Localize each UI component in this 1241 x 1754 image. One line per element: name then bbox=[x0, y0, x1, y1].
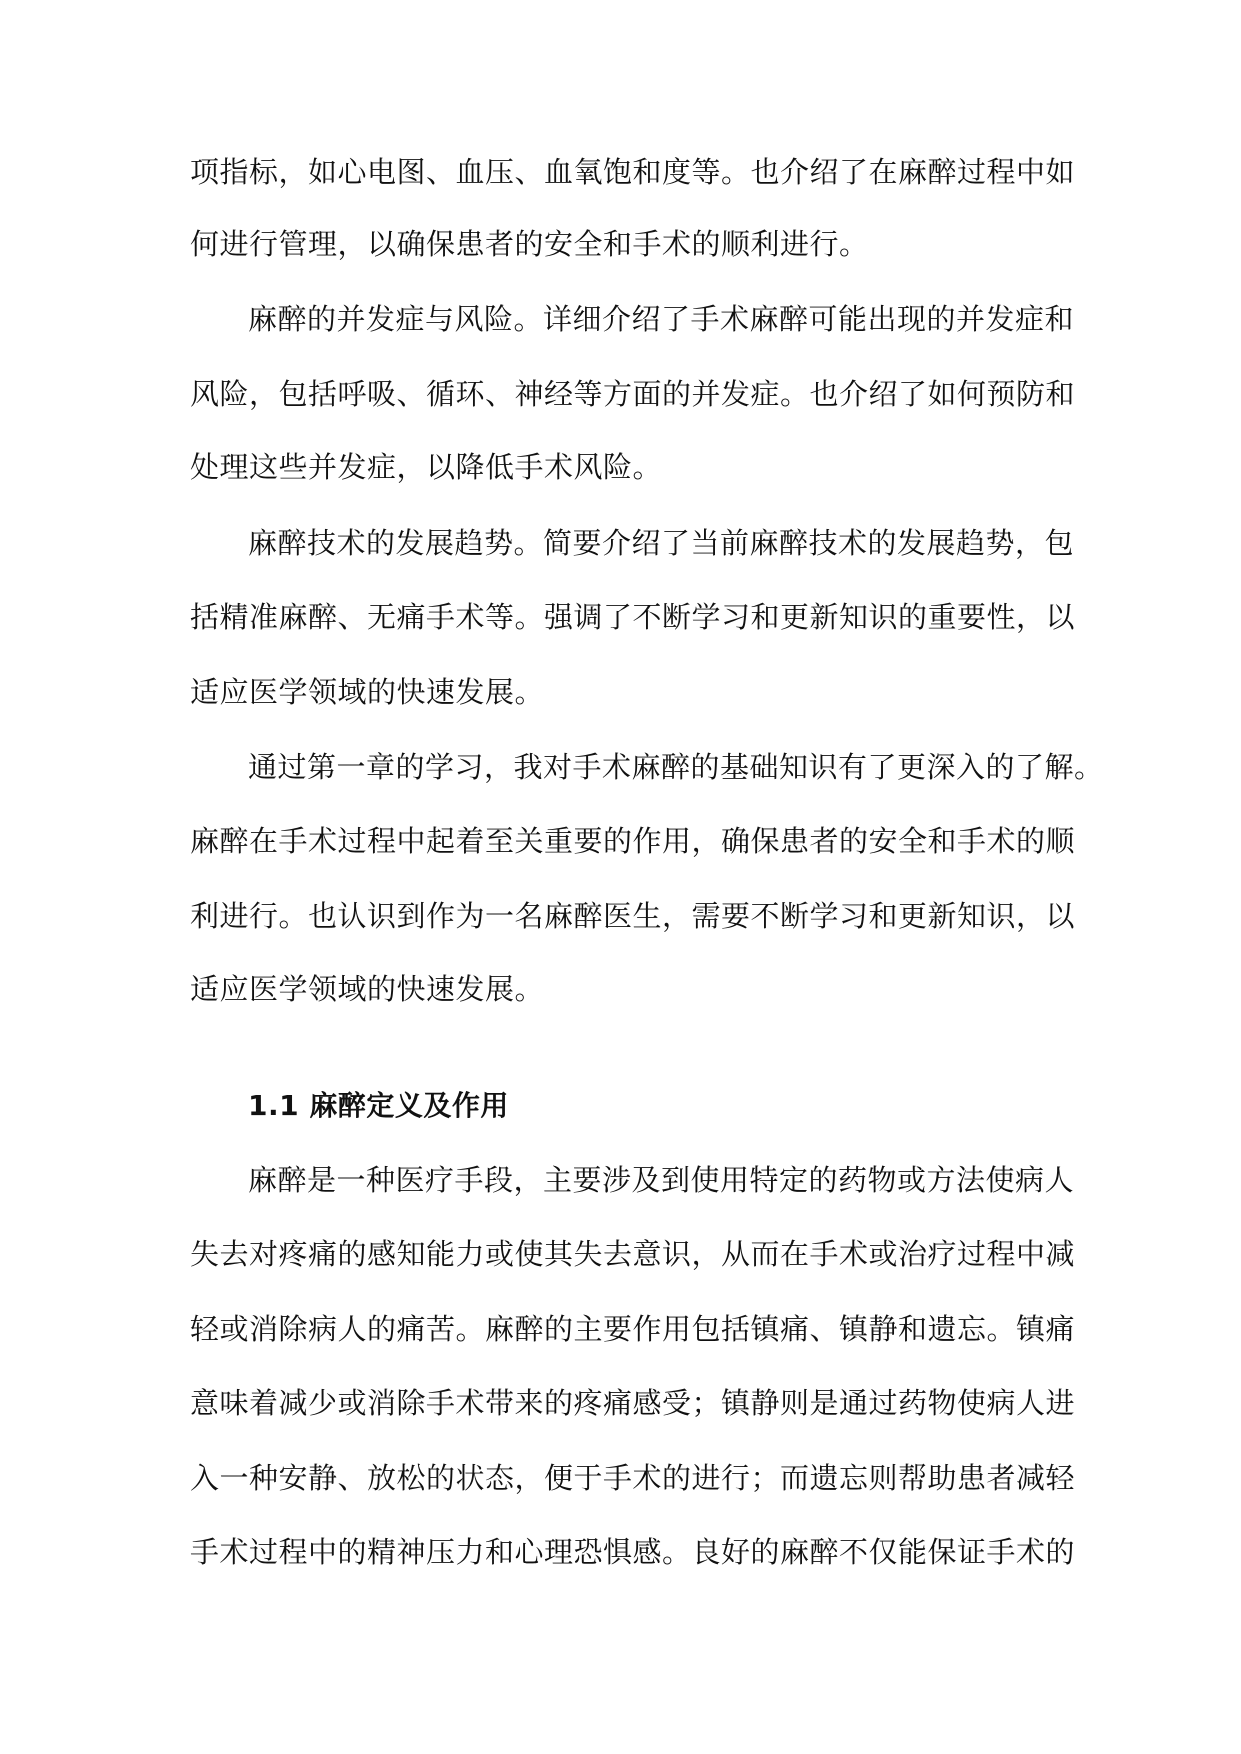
paragraph-5-line-6: 手术过程中的精神压力和心理恐惧感。良好的麻醉不仅能保证手术的 bbox=[190, 1535, 1076, 1569]
paragraph-4-line-2: 麻醉在手术过程中起着至关重要的作用，确保患者的安全和手术的顺 bbox=[190, 824, 1076, 858]
paragraph-4-line-3: 利进行。也认识到作为一名麻醉医生，需要不断学习和更新知识，以 bbox=[190, 899, 1076, 933]
paragraph-1-line-1: 项指标，如心电图、血压、血氧饱和度等。也介绍了在麻醉过程中如 bbox=[190, 155, 1076, 189]
paragraph-1-line-2: 何进行管理，以确保患者的安全和手术的顺利进行。 bbox=[190, 227, 869, 261]
paragraph-2-line-1: 麻醉的并发症与风险。详细介绍了手术麻醉可能出现的并发症和 bbox=[248, 302, 1075, 336]
paragraph-4-line-4: 适应医学领域的快速发展。 bbox=[190, 972, 545, 1006]
paragraph-3-line-3: 适应医学领域的快速发展。 bbox=[190, 675, 545, 709]
paragraph-5-line-5: 入一种安静、放松的状态，便于手术的进行；而遗忘则帮助患者减轻 bbox=[190, 1461, 1076, 1495]
paragraph-3-line-1: 麻醉技术的发展趋势。简要介绍了当前麻醉技术的发展趋势，包 bbox=[248, 526, 1075, 560]
paragraph-4-line-1: 通过第一章的学习，我对手术麻醉的基础知识有了更深入的了解。 bbox=[248, 750, 1104, 784]
paragraph-5-line-1: 麻醉是一种医疗手段，主要涉及到使用特定的药物或方法使病人 bbox=[248, 1163, 1075, 1197]
paragraph-3-line-2: 括精准麻醉、无痛手术等。强调了不断学习和更新知识的重要性，以 bbox=[190, 600, 1076, 634]
paragraph-5-line-4: 意味着减少或消除手术带来的疼痛感受；镇静则是通过药物使病人进 bbox=[190, 1386, 1076, 1420]
section-heading: 1.1 麻醉定义及作用 bbox=[248, 1089, 509, 1122]
paragraph-5-line-2: 失去对疼痛的感知能力或使其失去意识，从而在手术或治疗过程中减 bbox=[190, 1237, 1076, 1271]
paragraph-2-line-2: 风险，包括呼吸、循环、神经等方面的并发症。也介绍了如何预防和 bbox=[190, 377, 1076, 411]
paragraph-2-line-3: 处理这些并发症，以降低手术风险。 bbox=[190, 450, 663, 484]
paragraph-5-line-3: 轻或消除病人的痛苦。麻醉的主要作用包括镇痛、镇静和遗忘。镇痛 bbox=[190, 1312, 1076, 1346]
